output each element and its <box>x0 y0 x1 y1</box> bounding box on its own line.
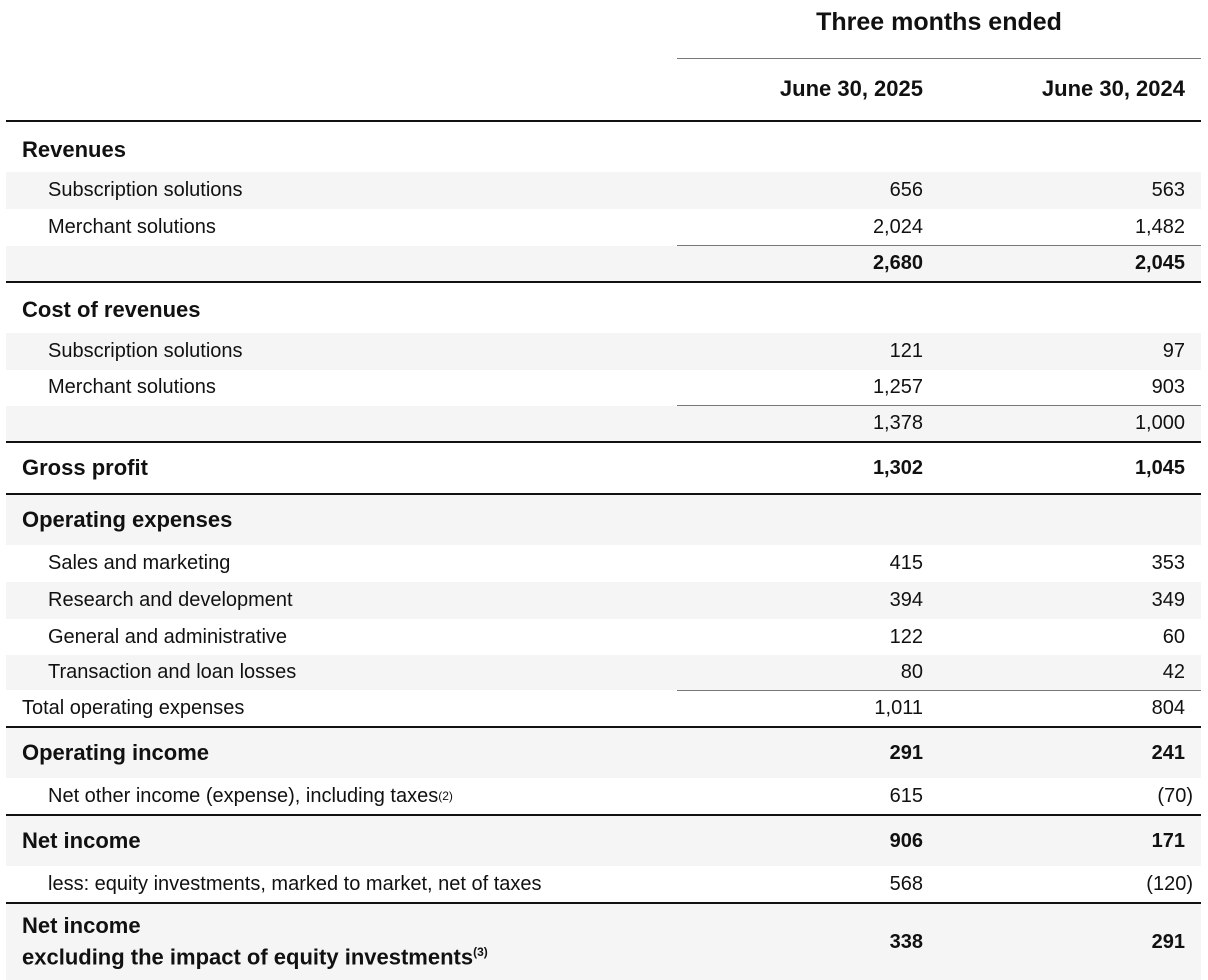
table-row <box>6 545 1201 582</box>
value-2024: 291 <box>1151 930 1185 953</box>
row-label: less: equity investments, marked to market, net of taxes <box>48 872 542 895</box>
value-2024: 804 <box>1151 697 1185 719</box>
net-income-row <box>6 816 1201 866</box>
row-label: Sales and marketing <box>48 552 231 574</box>
cost-total-2025: 1,378 <box>872 412 923 434</box>
row-label: Merchant solutions <box>48 215 216 238</box>
header-divider <box>677 58 1201 59</box>
section-operating-expenses <box>6 495 1201 545</box>
value-2024: (70) <box>1157 784 1193 807</box>
column-header-2025: June 30, 2025 <box>779 76 923 101</box>
value-2024: 42 <box>1162 661 1185 683</box>
operating-income-row <box>6 728 1201 778</box>
value-2025: 1,302 <box>872 456 923 479</box>
value-2025: 415 <box>889 552 923 574</box>
equity-adjustment-row <box>6 866 1201 902</box>
value-2025: 80 <box>900 661 923 683</box>
value-2024: (120) <box>1146 872 1193 895</box>
value-2024: 563 <box>1151 179 1185 201</box>
value-2025: 656 <box>889 179 923 201</box>
value-2025: 394 <box>889 589 923 611</box>
value-2025: 568 <box>889 872 923 895</box>
row-label-text: Net other income (expense), including taxes <box>48 784 439 807</box>
table-row <box>6 582 1201 619</box>
section-revenues <box>6 128 1201 172</box>
value-2024: 349 <box>1151 589 1185 611</box>
row-label: Research and development <box>48 589 293 611</box>
table-row <box>6 619 1201 655</box>
value-2025: 1,011 <box>874 697 923 719</box>
row-label: Transaction and loan losses <box>48 661 297 683</box>
table-row <box>6 172 1201 209</box>
table-row <box>6 209 1201 245</box>
gross-profit-row <box>6 443 1201 493</box>
total-operating-expenses-row <box>6 691 1201 726</box>
value-2024: 97 <box>1162 340 1185 362</box>
period-title: Three months ended <box>816 8 1062 36</box>
row-label: General and administrative <box>48 625 288 648</box>
row-label <box>22 904 488 980</box>
value-2024: 60 <box>1162 625 1185 648</box>
section-cost-of-revenues <box>6 288 1201 332</box>
value-2025: 906 <box>889 829 923 852</box>
row-label: Net income <box>22 828 141 853</box>
row-label-line1: Net income <box>22 913 141 939</box>
row-label-line2 <box>22 939 488 970</box>
row-label: Gross profit <box>22 455 148 480</box>
section-title: Revenues <box>22 137 126 162</box>
value-2025: 1,257 <box>872 376 923 398</box>
value-2024: 1,045 <box>1134 456 1185 479</box>
value-2025: 338 <box>889 930 923 953</box>
row-label <box>48 778 453 814</box>
value-2024: 241 <box>1151 741 1185 764</box>
footnote-marker: (3) <box>473 945 488 960</box>
row-label: Total operating expenses <box>22 697 245 719</box>
value-2025: 615 <box>889 784 923 807</box>
value-2024: 1,482 <box>1134 215 1185 238</box>
subtotal-row <box>6 406 1201 441</box>
row-label: Merchant solutions <box>48 376 216 398</box>
value-2025: 2,024 <box>872 215 923 238</box>
header-bottom-rule <box>6 120 1201 122</box>
section-rule <box>6 281 1201 283</box>
footnote-marker: (2) <box>438 789 453 803</box>
revenues-total-2025: 2,680 <box>872 252 923 274</box>
value-2024: 171 <box>1151 829 1185 852</box>
value-2025: 121 <box>889 340 923 362</box>
row-label: Operating income <box>22 740 210 765</box>
subtotal-row <box>6 246 1201 281</box>
value-2024: 903 <box>1151 376 1185 398</box>
row-label: Subscription solutions <box>48 179 243 201</box>
value-2025: 291 <box>889 741 923 764</box>
value-2025: 122 <box>889 625 923 648</box>
cost-total-2024: 1,000 <box>1134 412 1185 434</box>
section-title: Operating expenses <box>22 507 233 532</box>
section-title: Cost of revenues <box>22 297 201 322</box>
column-header-2024: June 30, 2024 <box>1041 76 1185 101</box>
table-row <box>6 370 1201 405</box>
revenues-total-2024: 2,045 <box>1134 252 1185 274</box>
net-income-excluding-row <box>6 904 1201 980</box>
table-row <box>6 655 1201 690</box>
table-row <box>6 333 1201 370</box>
net-other-income-row <box>6 778 1201 814</box>
row-label-line2-text: excluding the impact of equity investments <box>22 944 474 970</box>
value-2024: 353 <box>1151 552 1185 574</box>
row-label: Subscription solutions <box>48 340 243 362</box>
